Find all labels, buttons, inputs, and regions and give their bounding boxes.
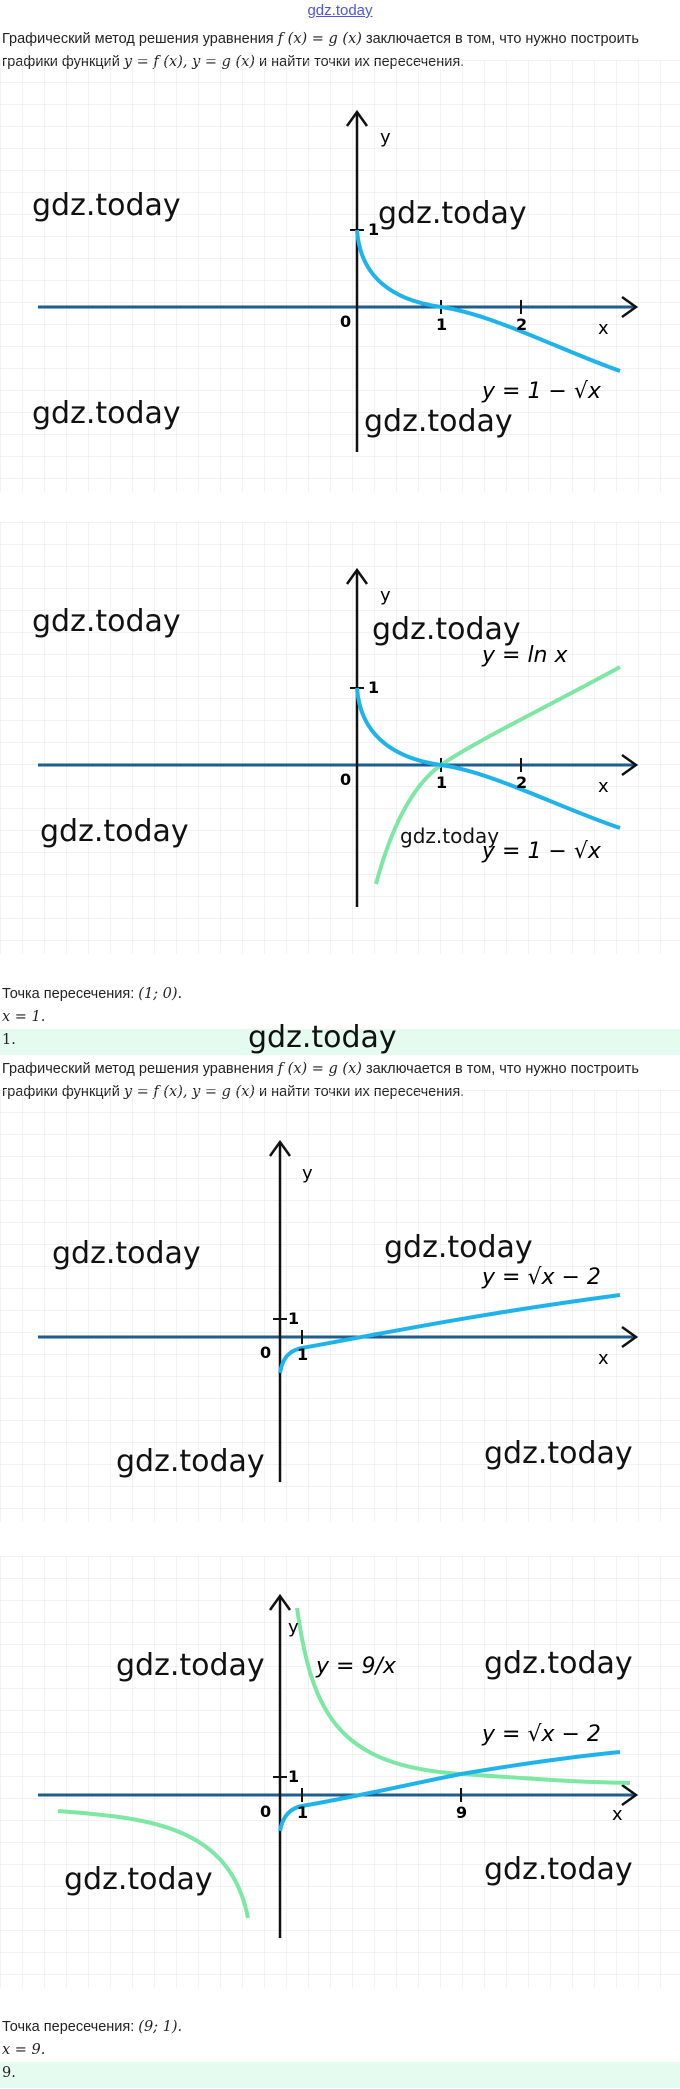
watermark: gdz.today (484, 1646, 633, 1681)
watermark: gdz.today (384, 1230, 533, 1265)
tick-label-1: 1 (297, 1803, 309, 1822)
watermark: gdz.today (116, 1648, 265, 1683)
axis-x-label: x (598, 1348, 609, 1369)
answer-1: 1. (2, 1032, 16, 1048)
curve-label-ln: y = ln x (482, 643, 568, 668)
watermark: gdz.today (52, 1236, 201, 1271)
axis-x-label: x (598, 318, 609, 339)
tick-label-0: 0 (260, 1343, 272, 1362)
watermark: gdz.today (378, 196, 527, 231)
tick-label-1: 1 (436, 315, 448, 334)
tick-label-0: 0 (260, 1802, 272, 1821)
graph-2-ln-sqrt (0, 522, 680, 954)
intersection-line-2 (2, 2016, 182, 2038)
watermark: gdz.today (32, 396, 181, 431)
watermark: gdz.today (40, 814, 189, 849)
axis-x-label: x (612, 1804, 623, 1825)
answer-2: 9. (2, 2065, 16, 2081)
intersection-point: (9; 1). (138, 2019, 183, 2035)
curve-label-hyperbola: y = 9/x (316, 1654, 396, 1679)
curve-label-sqrt: y = 1 − √x (482, 839, 601, 864)
watermark: gdz.today (116, 1444, 265, 1479)
tick-label-2: 2 (516, 315, 528, 334)
axis-x-label: x (598, 776, 609, 797)
intro-formula1: f (x) = g (x) (277, 1061, 362, 1077)
intro-text-part1: Графический метод решения уравнения (2, 31, 278, 47)
intersection-point: (1; 0). (138, 986, 183, 1002)
watermark: gdz.today (32, 188, 181, 223)
watermark: gdz.today (364, 404, 513, 439)
intersection-line-1 (2, 983, 182, 1005)
axis-y-label: y (380, 127, 391, 148)
intro-paragraph-2 (2, 1058, 674, 1084)
tick-label-1: 1 (436, 773, 448, 792)
watermark: gdz.today (400, 824, 500, 848)
watermark: gdz.today (64, 1862, 213, 1897)
tick-label-y1: 1 (288, 1309, 300, 1328)
site-link[interactable]: gdz.today (307, 2, 373, 19)
intro-paragraph (2, 28, 674, 54)
tick-label-y1: 1 (288, 1767, 300, 1786)
watermark: gdz.today (484, 1436, 633, 1471)
curve-label: y = 1 − √x (482, 379, 601, 404)
curve-label-sqrt: y = √x − 2 (482, 1722, 601, 1747)
tick-label-y1: 1 (368, 678, 380, 697)
axis-y-label: y (380, 585, 391, 606)
curve-label: y = √x − 2 (482, 1265, 601, 1290)
tick-label-y1: 1 (368, 220, 380, 239)
watermark: gdz.today (484, 1852, 633, 1887)
intersection-label: Точка пересечения: (2, 2019, 139, 2035)
intro-text-part1: Графический метод решения уравнения (2, 1061, 278, 1077)
intro-formula1: f (x) = g (x) (277, 31, 362, 47)
intro-text-part2: заключается в том, что нужно построить (365, 31, 639, 47)
watermark: gdz.today (32, 604, 181, 639)
solution-2: x = 9. (2, 2042, 46, 2058)
graph-4-hyperbola (0, 1556, 680, 1988)
answer-bar-2 (0, 2062, 680, 2088)
tick-label-9: 9 (456, 1803, 468, 1822)
intersection-label: Точка пересечения: (2, 986, 139, 1002)
solution-1: x = 1. (2, 1009, 46, 1025)
axis-y-label: y (302, 1163, 313, 1184)
tick-label-0: 0 (340, 770, 352, 789)
watermark: gdz.today (372, 612, 521, 647)
watermark: gdz.today (248, 1020, 397, 1055)
axis-y-label: y (288, 1617, 299, 1638)
tick-label-1: 1 (297, 1345, 309, 1364)
intro-text-part2: заключается в том, что нужно построить (365, 1061, 639, 1077)
tick-label-2: 2 (516, 773, 528, 792)
tick-label-0: 0 (340, 312, 352, 331)
